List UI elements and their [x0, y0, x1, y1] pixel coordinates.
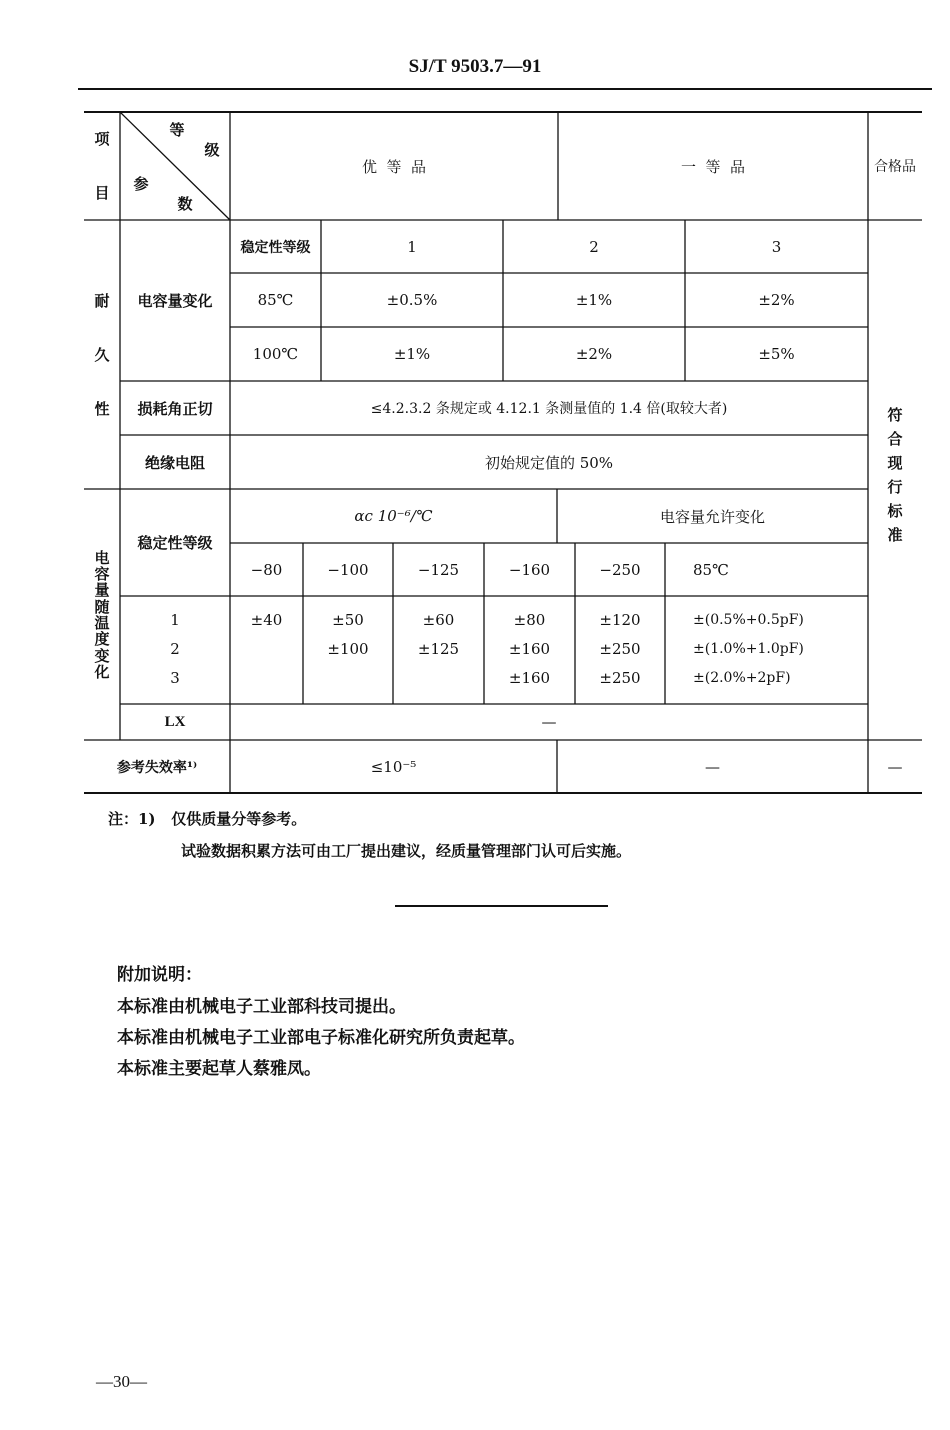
t85-grade1-value: ±0.5%	[386, 291, 438, 309]
tc-value: ±250	[599, 640, 641, 658]
failure-rate-qualified: —	[887, 757, 903, 776]
additional-line-2: 本标准由机械电子工业部电子标准化研究所负责起草。	[117, 1028, 525, 1048]
grade-excellent: 优 等 品	[361, 157, 427, 176]
temp-85-label: 85℃	[257, 291, 294, 309]
t100-grade3-value: ±5%	[758, 345, 795, 363]
section-divider	[395, 905, 608, 907]
tc-value: ±(0.5%+0.5pF)	[693, 612, 804, 628]
diag-param-top: 参	[133, 174, 149, 193]
tc-value: ±50	[332, 611, 364, 629]
failure-rate-excellent: ≤10⁻⁵	[370, 757, 417, 776]
tc-value: ±(1.0%+1.0pF)	[693, 641, 804, 657]
additional-line-1: 本标准由机械电子工业部科技司提出。	[117, 997, 406, 1017]
tc-value: ±100	[327, 640, 369, 658]
stability-grade-label: 稳定性等级	[240, 239, 311, 256]
lx-label: LX	[164, 713, 186, 730]
t85-grade3-value: ±2%	[758, 291, 795, 309]
tc-values-minus100	[303, 606, 393, 693]
t100-grade2-value: ±2%	[575, 345, 613, 363]
conform-standard: 符 合 现 行 标 准	[887, 406, 903, 544]
temp-change-label: 电 容 量 随 温 度 变 化	[94, 548, 110, 681]
stability-grade-1: 1	[407, 237, 417, 256]
tc-value: ±160	[508, 669, 551, 687]
tc-col-minus250: −250	[599, 560, 641, 579]
footnote-1: 注：1) 仅供质量分等参考。	[108, 810, 307, 828]
tc-values-minus160	[484, 606, 575, 693]
tc-grade-list	[120, 606, 230, 693]
tc-col-85: 85℃	[693, 560, 729, 579]
tc-value: ±120	[599, 611, 641, 629]
temp-100-label: 100℃	[252, 345, 299, 363]
item-column-header: 项 目	[94, 130, 110, 202]
tc-value: ±40	[250, 611, 283, 629]
standard-code: SJ/T 9503.7—91	[408, 56, 542, 77]
tc-grade-3: 3	[170, 669, 180, 687]
tc-values-minus250	[575, 606, 665, 693]
additional-line-3: 本标准主要起草人蔡雅凤。	[117, 1059, 321, 1079]
tc-value: ±60	[422, 611, 455, 629]
tc-grade-2: 2	[170, 640, 180, 658]
t85-grade2-value: ±1%	[575, 291, 613, 309]
cap-change-label: 电容量变化	[137, 292, 213, 310]
footnote-2: 试验数据积累方法可由工厂提出建议，经质量管理部门认可后实施。	[181, 842, 632, 860]
tc-col-minus125: −125	[417, 560, 460, 579]
insulation-value: 初始规定值的 50%	[484, 453, 614, 472]
tc-values-minus80	[230, 606, 303, 693]
tc-col-minus160: −160	[508, 560, 551, 579]
tc-col-minus80: −80	[250, 560, 283, 579]
tc-grade-1: 1	[170, 611, 180, 629]
tc-col-minus100: −100	[327, 560, 369, 579]
page-number: —30—	[96, 1372, 147, 1391]
lx-value: —	[541, 713, 557, 731]
tc-value: ±(2.0%+2pF)	[693, 670, 791, 686]
insulation-label: 绝缘电阻	[144, 453, 205, 472]
cap-allowed-label: 电容量允许变化	[659, 507, 765, 526]
failure-rate-label: 参考失效率¹⁾	[116, 759, 198, 776]
diag-param-bottom: 数	[177, 194, 193, 213]
stability-grade-3: 3	[771, 237, 782, 256]
tc-value: ±80	[513, 611, 546, 629]
diag-grade-bottom: 级	[204, 140, 220, 159]
stability-grade-2: 2	[589, 237, 599, 256]
failure-rate-first: —	[705, 757, 720, 776]
tc-values-minus125	[393, 606, 484, 693]
tc-value: ±125	[417, 640, 460, 658]
loss-tangent-label: 损耗角正切	[137, 399, 213, 418]
alpha-label: αc 10⁻⁶/℃	[354, 507, 433, 525]
additional-title: 附加说明：	[117, 965, 202, 985]
tc-values-85	[665, 606, 868, 693]
tc-stability-grade-label: 稳定性等级	[137, 534, 213, 552]
t100-grade1-value: ±1%	[393, 345, 431, 363]
grade-first: 一 等 品	[680, 157, 746, 176]
grade-qualified: 合格品	[874, 159, 916, 175]
tc-value: ±250	[599, 669, 641, 687]
diag-grade-top: 等	[169, 120, 185, 139]
durability-label: 耐 久 性	[94, 291, 110, 418]
tc-value: ±160	[508, 640, 551, 658]
loss-tangent-value: ≤4.2.3.2 条规定或 4.12.1 条测量值的 1.4 倍(取较大者)	[370, 401, 728, 417]
